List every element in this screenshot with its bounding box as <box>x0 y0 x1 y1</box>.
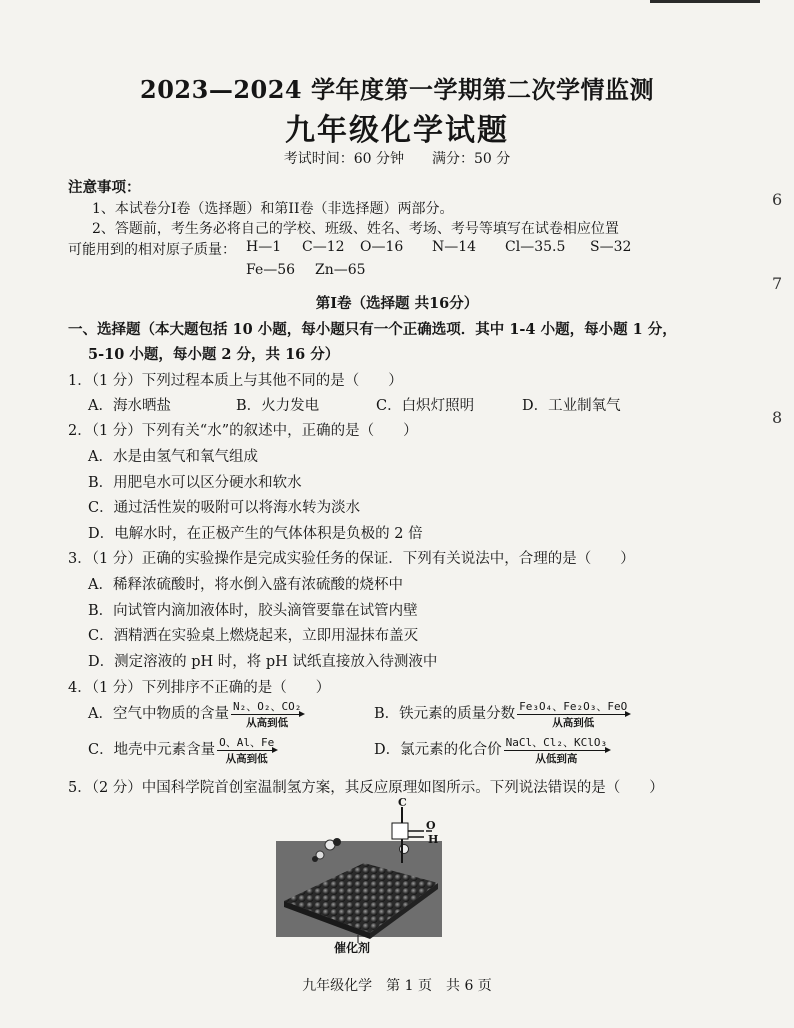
q3-option-a: A．稀释浓硫酸时，将水倒入盛有浓硫酸的烧杯中 <box>88 577 403 593</box>
q4-option-c-order: 从高到低 <box>225 753 268 765</box>
q4-option-d-sequence: NaCl、Cl₂、KClO₃ <box>505 736 608 749</box>
atomic-mass-cl: Cl—35.5 <box>505 239 566 255</box>
atomic-mass-zn: Zn—65 <box>315 262 366 278</box>
q4-option-d-label: D．氯元素的化合价 <box>374 742 502 758</box>
section-title: 第I卷（选择题 共16分） <box>315 295 479 312</box>
scan-edge-mark <box>650 0 760 3</box>
q4-option-d-arrow <box>504 734 609 766</box>
catalyst-illustration <box>274 797 444 953</box>
arrow-right-icon <box>517 714 629 715</box>
figure-caption: 催化剂 <box>334 941 371 955</box>
q3-option-b: B．向试管内滴加液体时，胶头滴管要靠在试管内壁 <box>88 603 418 619</box>
q4-option-a <box>88 698 303 730</box>
q3-option-c: C．酒精洒在实验桌上燃烧起来，立即用湿抹布盖灭 <box>88 628 419 644</box>
atomic-mass-fe: Fe—56 <box>246 262 296 278</box>
q4-option-a-sequence: N₂、O₂、CO₂ <box>232 700 302 713</box>
atomic-mass-label: 可能用到的相对原子质量： <box>68 242 236 258</box>
section-instructions-line2: 5-10 小题，每小题 2 分，共 16 分） <box>88 346 340 363</box>
section-instructions-line1: 一、选择题（本大题包括 10 小题，每小题只有一个正确选项．其中 1-4 小题，每小题 1 分， <box>68 321 677 338</box>
q4-stem: 4．（1 分）下列排序不正确的是（ ） <box>68 680 331 696</box>
q2-stem: 2．（1 分）下列有关“水”的叙述中，正确的是（ ） <box>68 423 418 439</box>
q4-option-a-label: A．空气中物质的含量 <box>88 706 229 722</box>
atomic-mass-h: H—1 <box>246 239 282 255</box>
margin-number: 8 <box>772 408 783 427</box>
atomic-mass-n: N—14 <box>432 239 477 255</box>
arrow-right-icon <box>504 750 609 751</box>
q4-option-b-sequence: Fe₃O₄、Fe₂O₃、FeO <box>519 700 628 713</box>
q2-option-a: A．水是由氢气和氧气组成 <box>88 449 258 465</box>
q4-option-a-order: 从高到低 <box>246 717 289 729</box>
atomic-mass-c: C—12 <box>302 239 345 255</box>
q1-option-d: D．工业制氧气 <box>522 398 621 414</box>
exam-subject-title: 九年级化学试题 <box>285 113 509 148</box>
q4-option-d <box>374 734 609 766</box>
q3-option-d: D．测定溶液的 pH 时，将 pH 试纸直接放入待测液中 <box>88 654 438 670</box>
atom-label-h: H <box>428 833 439 846</box>
atomic-mass-s: S—32 <box>590 239 632 255</box>
q1-option-b: B．火力发电 <box>236 398 320 414</box>
q1-stem: 1．（1 分）下列过程本质上与其他不同的是（ ） <box>68 373 403 389</box>
exam-info: 考试时间：60 分钟 满分：50 分 <box>283 151 511 167</box>
arrow-right-icon <box>217 750 276 751</box>
q4-option-c-label: C．地壳中元素含量 <box>88 742 216 758</box>
q4-option-c <box>88 734 276 766</box>
atom-label-c: C <box>398 797 407 809</box>
atom-label-o: O <box>426 819 436 832</box>
q4-option-c-arrow <box>217 734 276 766</box>
q1-option-c: C．白炽灯照明 <box>376 398 475 414</box>
notes-heading: 注意事项： <box>68 179 141 196</box>
q4-option-b-arrow <box>517 698 629 730</box>
page-footer: 九年级化学 第 1 页 共 6 页 <box>302 978 492 994</box>
margin-number: 6 <box>772 190 783 209</box>
q2-option-d: D．电解水时，在正极产生的气体体积是负极的 2 倍 <box>88 526 423 542</box>
arrow-right-icon <box>231 714 303 715</box>
q4-option-c-sequence: O、Al、Fe <box>219 736 275 749</box>
margin-number: 7 <box>772 274 783 293</box>
q4-option-b-label: B．铁元素的质量分数 <box>374 706 516 722</box>
notes-item-1: 1、本试卷分I卷（选择题）和第II卷（非选择题）两部分。 <box>92 201 454 217</box>
notes-item-2: 2、答题前，考生务必将自己的学校、班级、姓名、考场、考号等填写在试卷相应位置 <box>92 221 619 237</box>
catalyst-reaction-figure <box>274 797 444 953</box>
q3-stem: 3．（1 分）正确的实验操作是完成实验任务的保证．下列有关说法中，合理的是（ ） <box>68 551 635 567</box>
q4-option-a-arrow <box>231 698 303 730</box>
q2-option-c: C．通过活性炭的吸附可以将海水转为淡水 <box>88 500 361 516</box>
q1-option-a: A．海水晒盐 <box>88 398 171 414</box>
q4-option-d-order: 从低到高 <box>535 753 578 765</box>
q2-option-b: B．用肥皂水可以区分硬水和软水 <box>88 475 302 491</box>
atomic-mass-o: O—16 <box>360 239 404 255</box>
exam-title: 2023—2024 学年度第一学期第二次学情监测 <box>140 75 654 104</box>
q4-option-b-order: 从高到低 <box>552 717 595 729</box>
q5-stem: 5．（2 分）中国科学院首创室温制氢方案，其反应原理如图所示。下列说法错误的是（ ） <box>68 780 664 796</box>
q4-option-b <box>374 698 629 730</box>
